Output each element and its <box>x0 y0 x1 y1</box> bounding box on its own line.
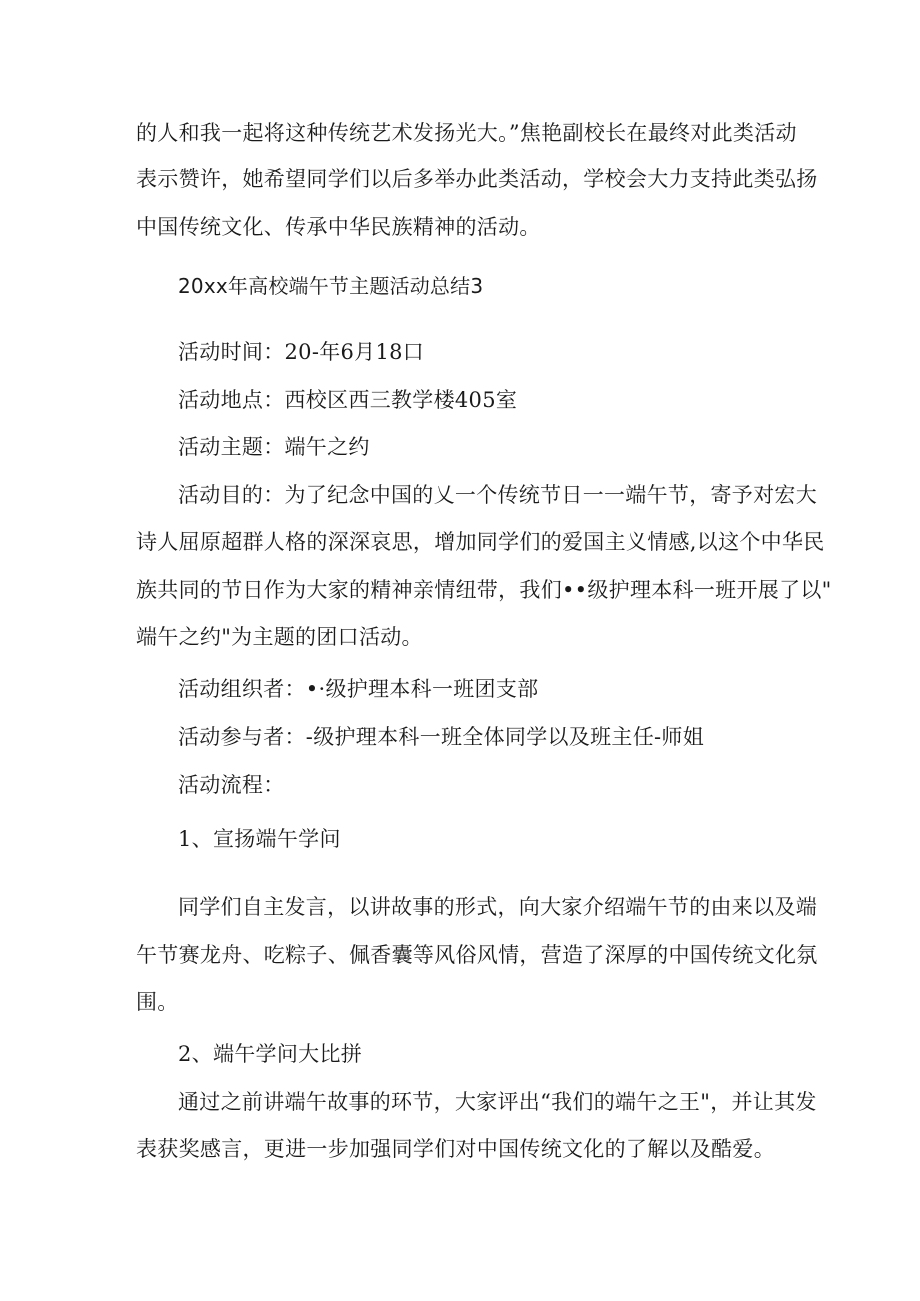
text-line: 的人和我一起将这种传统艺术发扬光大。”焦艳副校长在最终对此类活动 <box>136 121 797 145</box>
activity-location: 活动地点：西校区西三教学楼405室 <box>178 388 518 412</box>
activity-theme: 活动主题：端午之约 <box>178 435 370 459</box>
text-line: 诗人屈原超群人格的深深哀思，增加同学们的爱国主义情感,以这个中华民 <box>136 530 825 554</box>
activity-time: 活动时间：20-年6月18口 <box>178 340 425 364</box>
text-line: 围。 <box>136 990 179 1014</box>
section-heading: 20xx年高校端午节主题活动总结3 <box>178 274 484 298</box>
activity-process-label: 活动流程： <box>178 773 285 797</box>
list-item-heading: 2、端午学问大比拼 <box>178 1042 363 1066</box>
text-line: 表示赞许，她希望同学们以后多举办此类活动，学校会大力支持此类弘扬 <box>136 167 818 191</box>
activity-organizer: 活动组织者：•·级护理本科一班团支部 <box>178 677 539 701</box>
list-item-heading: 1、宣扬端午学问 <box>178 827 341 851</box>
text-line: 午节赛龙舟、吃粽子、佩香囊等风俗风情，营造了深厚的中国传统文化氛 <box>136 943 818 967</box>
text-line: 族共同的节日作为大家的精神亲情纽带，我们••级护理本科一班开展了以" <box>136 578 832 602</box>
text-line: 表获奖感言，更进一步加强同学们对中国传统文化的了解以及酷爱。 <box>136 1137 775 1161</box>
text-line: 中国传统文化、传承中华民族精神的活动。 <box>136 215 541 239</box>
text-line: 通过之前讲端午故事的环节，大家评出“我们的端午之王"，并让其发 <box>178 1090 817 1114</box>
text-line: 端午之约"为主题的团口活动。 <box>136 625 423 649</box>
activity-participants: 活动参与者：-级护理本科一班全体同学以及班主任-师姐 <box>178 725 704 749</box>
text-line: 同学们自主发言，以讲故事的形式，向大家介绍端午节的由来以及端 <box>178 895 817 919</box>
text-line: 活动目的：为了纪念中国的乂一个传统节日一一端午节，寄予对宏大 <box>178 483 817 507</box>
